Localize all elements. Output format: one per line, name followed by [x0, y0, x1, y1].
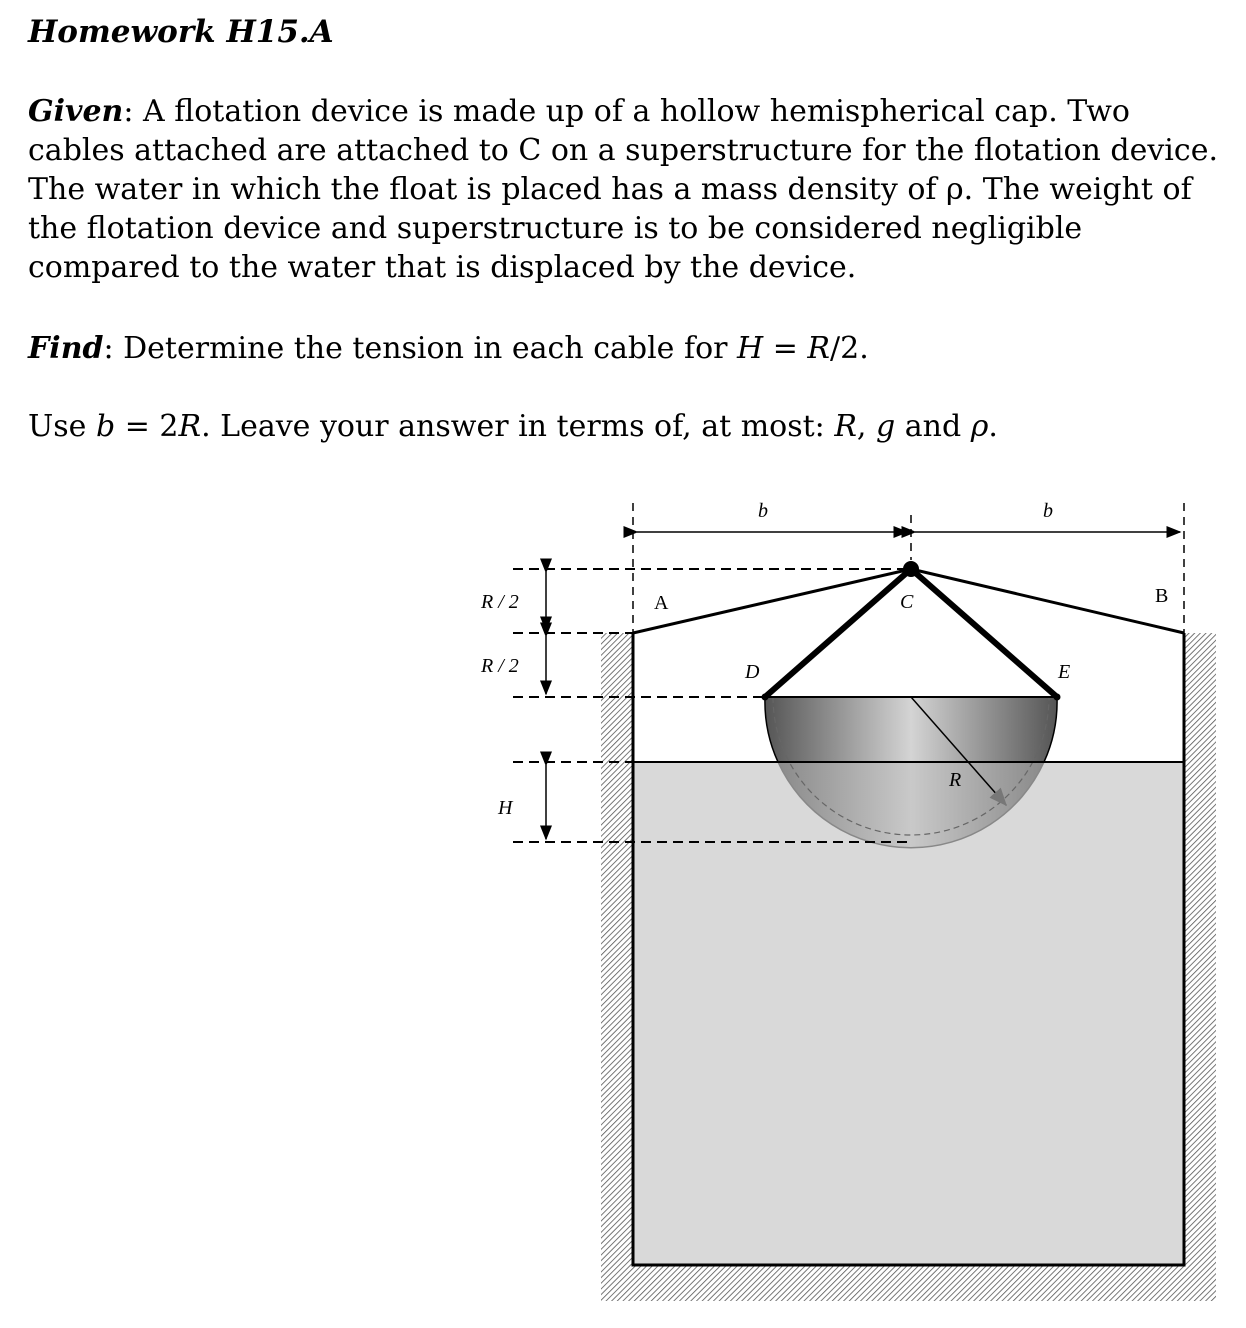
- use-text2: . Leave your answer in terms of, at most:: [201, 409, 835, 444]
- given-label: Given: [28, 94, 124, 129]
- page-title: Homework H15.A: [28, 14, 334, 50]
- tank-floor: [601, 1265, 1216, 1301]
- cable-CD: [765, 569, 911, 697]
- label-b-right: b: [1043, 500, 1053, 522]
- label-R2-top: R / 2: [481, 591, 519, 613]
- find-text: : Determine the tension in each cable for: [103, 331, 738, 366]
- label-R2-bottom: R / 2: [481, 655, 519, 677]
- pin-E: [1054, 694, 1061, 701]
- find-label: Find: [28, 331, 104, 366]
- right-wall: [1184, 633, 1216, 1301]
- use-g: g: [875, 409, 896, 444]
- find-eq-H: H: [737, 331, 764, 366]
- label-b-left: b: [758, 500, 768, 522]
- label-E: E: [1058, 661, 1071, 683]
- use-eq: = 2: [115, 409, 179, 444]
- label-D: D: [745, 661, 760, 683]
- label-R: R: [949, 769, 962, 791]
- cap-upper: [765, 697, 1057, 762]
- use-period: .: [988, 409, 998, 444]
- cable-CE: [911, 569, 1057, 697]
- use-b: b: [95, 409, 116, 444]
- left-wall: [601, 633, 633, 1301]
- use-R2: R: [834, 409, 857, 444]
- given-text: : A flotation device is made up of a hollow hemispherical cap. Two cables attached are attached to C on a superstructure for the flotation device. The water in which the float is placed has a mass density of ρ. The weight of the flotation device and superstructure is to be considered negligible compared to the water that is displaced by the device.: [28, 94, 1218, 285]
- use-and: and: [895, 409, 971, 444]
- label-C: C: [900, 591, 914, 613]
- label-H: H: [498, 797, 513, 819]
- label-B: B: [1155, 585, 1169, 607]
- use-R: R: [178, 409, 202, 444]
- find-eq-mid: =: [763, 331, 808, 366]
- use-rho: ρ: [970, 409, 989, 444]
- use-comma: ,: [856, 409, 876, 444]
- pin-C: [903, 561, 919, 577]
- find-eq-R: R: [807, 331, 830, 366]
- use-text1: Use: [28, 409, 96, 444]
- find-eq-end: /2.: [830, 331, 869, 366]
- superstructure-left: [633, 569, 911, 633]
- label-A: A: [654, 592, 669, 614]
